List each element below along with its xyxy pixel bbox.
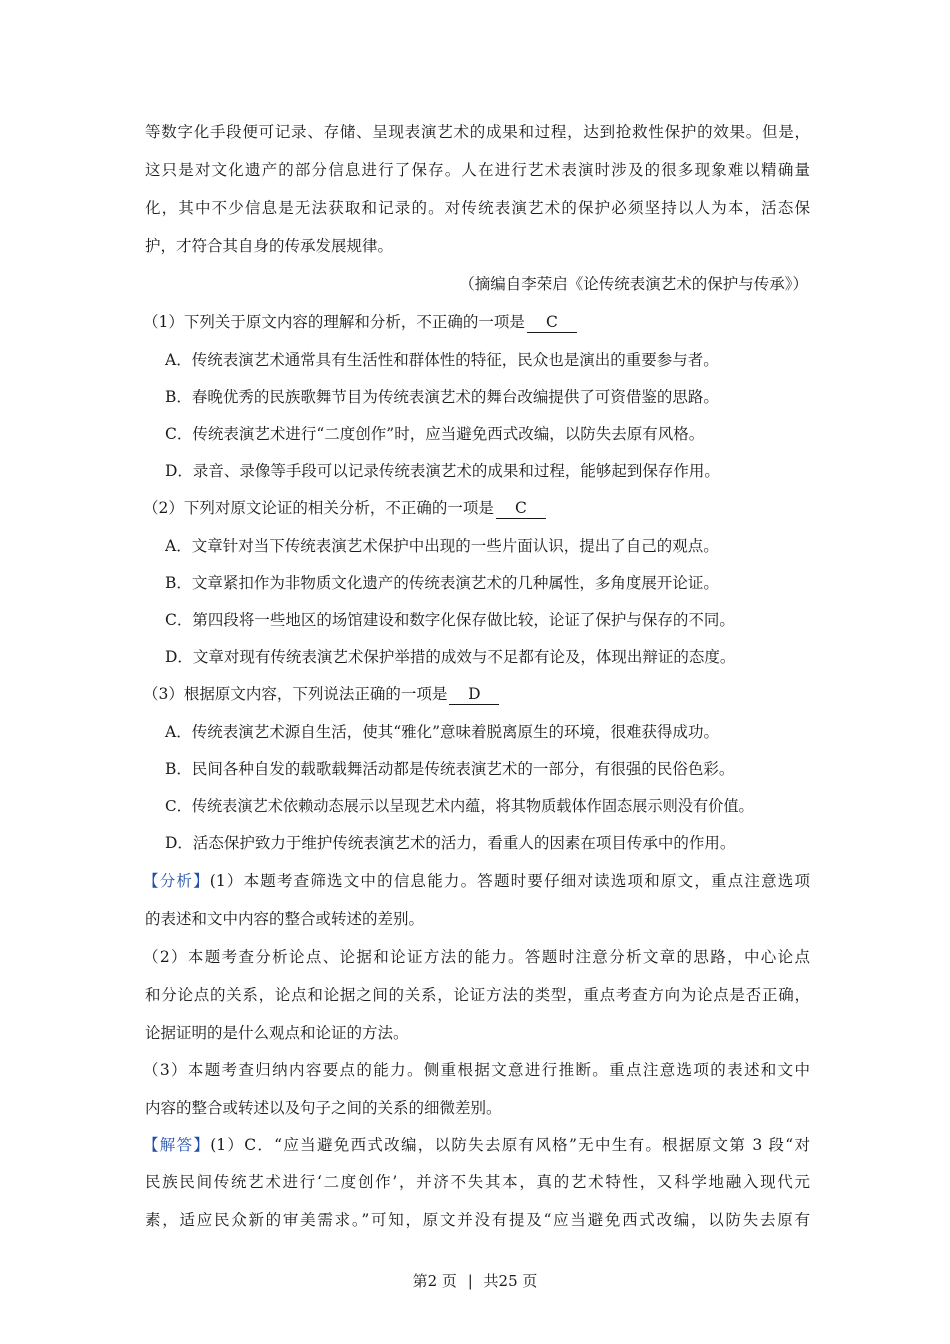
answer-blank: C <box>496 498 546 519</box>
analysis-line: 论据证明的是什么观点和论证的方法。 <box>145 1024 409 1042</box>
analysis-line: （2）本题考查分析论点、论据和论证方法的能力。答题时注意分析文章的思路，中心论点 <box>143 948 810 966</box>
solution-tag: 【解答】 <box>143 1136 211 1154</box>
question-3-stem <box>143 684 808 705</box>
option-d: D．文章对现有传统表演艺术保护举措的成效与不足都有论及，体现出辩证的态度。 <box>165 648 736 666</box>
option-b: B．文章紧扣作为非物质文化遗产的传统表演艺术的几种属性，多角度展开论证。 <box>165 574 719 592</box>
body-line: 这只是对文化遗产的部分信息进行了保存。人在进行艺术表演时涉及的很多现象难以精确量 <box>145 161 810 179</box>
solution-text: (1）C．“应当避免西式改编，以防失去原有风格”无中生有。根据原文第 3 段“对 <box>210 1136 810 1154</box>
answer-blank: C <box>527 312 577 333</box>
option-b: B．春晚优秀的民族歌舞节目为传统表演艺术的舞台改编提供了可资借鉴的思路。 <box>165 388 719 406</box>
analysis-line: （3）本题考查归纳内容要点的能力。侧重根据文意进行推断。重点注意选项的表述和文中 <box>143 1061 810 1079</box>
question-stem-text: （1）下列关于原文内容的理解和分析，不正确的一项是 <box>143 313 525 331</box>
analysis-line: 和分论点的关系，论点和论据之间的关系，论证方法的类型，重点考查方向为论点是否正确， <box>145 986 810 1004</box>
page-footer <box>0 1271 950 1291</box>
question-stem-text: （2）下列对原文论证的相关分析，不正确的一项是 <box>143 499 494 517</box>
solution-line: 素，适应民众新的审美需求。”可知，原文并没有提及“应当避免西式改编，以防失去原有 <box>145 1211 810 1229</box>
analysis-line: 的表述和文中内容的整合或转述的差别。 <box>145 910 425 928</box>
analysis-text: (1）本题考查筛选文中的信息能力。答题时要仔细对读选项和原文，重点注意选项 <box>209 872 810 890</box>
analysis-paragraph-1 <box>143 871 810 891</box>
option-b: B．民间各种自发的载歌载舞活动都是传统表演艺术的一部分，有很强的民俗色彩。 <box>165 760 735 778</box>
option-c: C．传统表演艺术依赖动态展示以呈现艺术内蕴，将其物质载体作固态展示则没有价值。 <box>165 797 754 815</box>
source-citation: （摘编自李荣启《论传统表演艺术的保护与传承》） <box>459 275 808 293</box>
analysis-line: 内容的整合或转述以及句子之间的关系的细微差别。 <box>145 1099 502 1117</box>
option-d: D．活态保护致力于维护传统表演艺术的活力，看重人的因素在项目传承中的作用。 <box>165 834 736 852</box>
answer-blank: D <box>449 684 499 705</box>
option-a: A．传统表演艺术通常具有生活性和群体性的特征，民众也是演出的重要参与者。 <box>165 351 719 369</box>
analysis-tag: 【分析】 <box>143 872 210 890</box>
question-2-stem <box>143 498 808 519</box>
solution-paragraph <box>143 1135 810 1155</box>
body-line: 等数字化手段便可记录、存储、呈现表演艺术的成果和过程，达到抢救性保护的效果。但是， <box>145 123 810 141</box>
body-line: 护，才符合其自身的传承发展规律。 <box>145 237 394 255</box>
page-number: 第2 页 <box>412 1272 457 1290</box>
question-1-stem <box>143 312 808 333</box>
total-pages: 共25 页 <box>483 1272 538 1290</box>
option-c: C．传统表演艺术进行“二度创作”时，应当避免西式改编，以防失去原有风格。 <box>165 425 705 443</box>
option-a: A．文章针对当下传统表演艺术保护中出现的一些片面认识，提出了自己的观点。 <box>165 537 719 555</box>
question-stem-text: （3）根据原文内容，下列说法正确的一项是 <box>143 685 448 703</box>
option-c: C．第四段将一些地区的场馆建设和数字化保存做比较，论证了保护与保存的不同。 <box>165 611 735 629</box>
solution-line: 民族民间传统艺术进行‘二度创作’，并济不失其本，真的艺术特性，又科学地融入现代元 <box>145 1173 810 1191</box>
option-d: D．录音、录像等手段可以记录传统表演艺术的成果和过程，能够起到保存作用。 <box>165 462 720 480</box>
footer-separator: | <box>467 1272 473 1290</box>
option-a: A．传统表演艺术源自生活，使其“雅化”意味着脱离原生的环境，很难获得成功。 <box>165 723 720 741</box>
body-line: 化，其中不少信息是无法获取和记录的。对传统表演艺术的保护必须坚持以人为本，活态保 <box>145 199 810 217</box>
